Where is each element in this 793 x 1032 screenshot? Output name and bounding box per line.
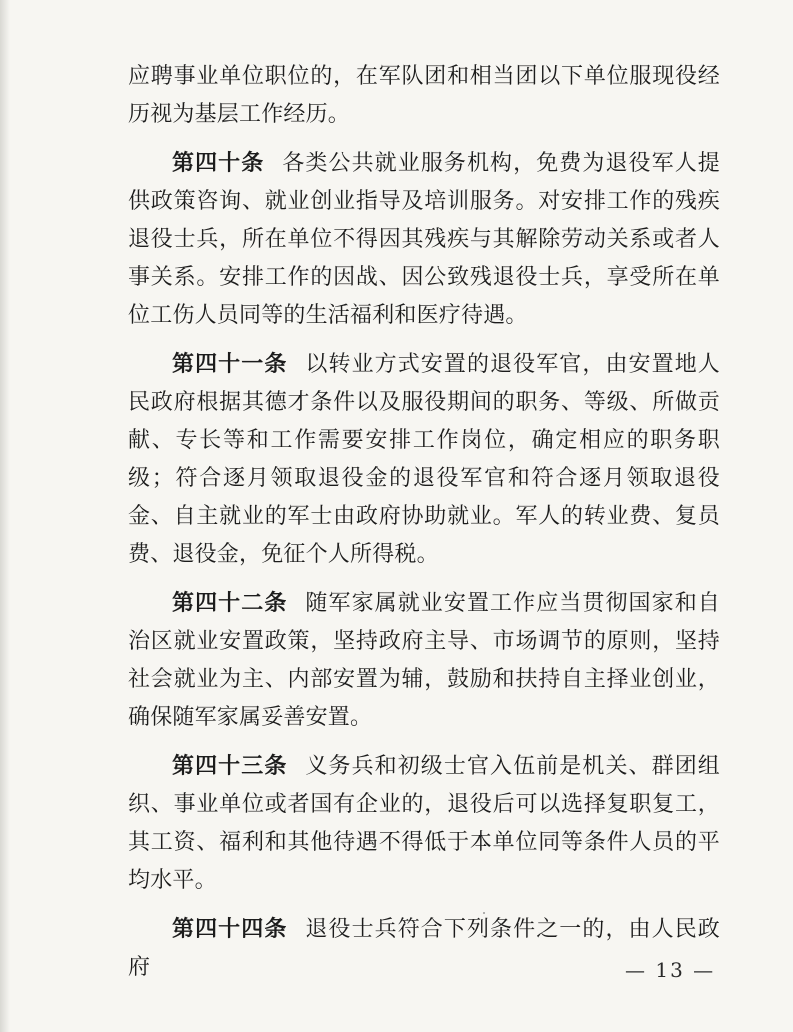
article-number: 第四十一条 (172, 352, 288, 377)
article-text: 随军家属就业安置工作应当贯彻国家和自治区就业安置政策，坚持政府主导、市场调节的原则，坚持社会就业为主、内部安置为辅，鼓励和扶持自主择业创业，确保随军家属妥善安置。 (128, 591, 720, 730)
paragraph-continuation (128, 58, 720, 134)
article-43 (128, 748, 720, 900)
document-body (128, 58, 720, 998)
article-text: 各类公共就业服务机构，免费为退役军人提供政策咨询、就业创业指导及培训服务。对安排工作的残疾退役士兵，所在单位不得因其残疾与其解除劳动关系或者人事关系。安排工作的因战、因公致残退役士兵，享受所在单位工伤人员同等的生活福利和医疗待遇。 (128, 151, 720, 328)
article-number: 第四十四条 (172, 917, 288, 942)
article-40 (128, 145, 720, 335)
page-edge-shadow (0, 0, 10, 1032)
article-number: 第四十条 (172, 151, 265, 176)
article-41 (128, 346, 720, 574)
article-number: 第四十二条 (172, 591, 288, 616)
article-42 (128, 585, 720, 737)
article-text: 义务兵和初级士官入伍前是机关、群团组织、事业单位或者国有企业的，退役后可以选择复职复工，其工资、福利和其他待遇不得低于本单位同等条件人员的平均水平。 (128, 754, 720, 893)
page-number: — 13 — (625, 958, 716, 982)
scan-speck (483, 912, 485, 914)
article-text: 退役士兵符合下列条件之一的，由人民政府 (128, 917, 720, 980)
article-number: 第四十三条 (172, 754, 288, 779)
article-text: 以转业方式安置的退役军官，由安置地人民政府根据其德才条件以及服役期间的职务、等级、所做贡献、专长等和工作需要安排工作岗位，确定相应的职务职级；符合逐月领取退役金的退役军官和符合逐月领取退役金、自主就业的军士由政府协助就业。军人的转业费、复员费、退役金，免征个人所得税。 (128, 352, 720, 567)
paragraph-text: 应聘事业单位职位的，在军队团和相当团以下单位服现役经历视为基层工作经历。 (128, 64, 720, 127)
